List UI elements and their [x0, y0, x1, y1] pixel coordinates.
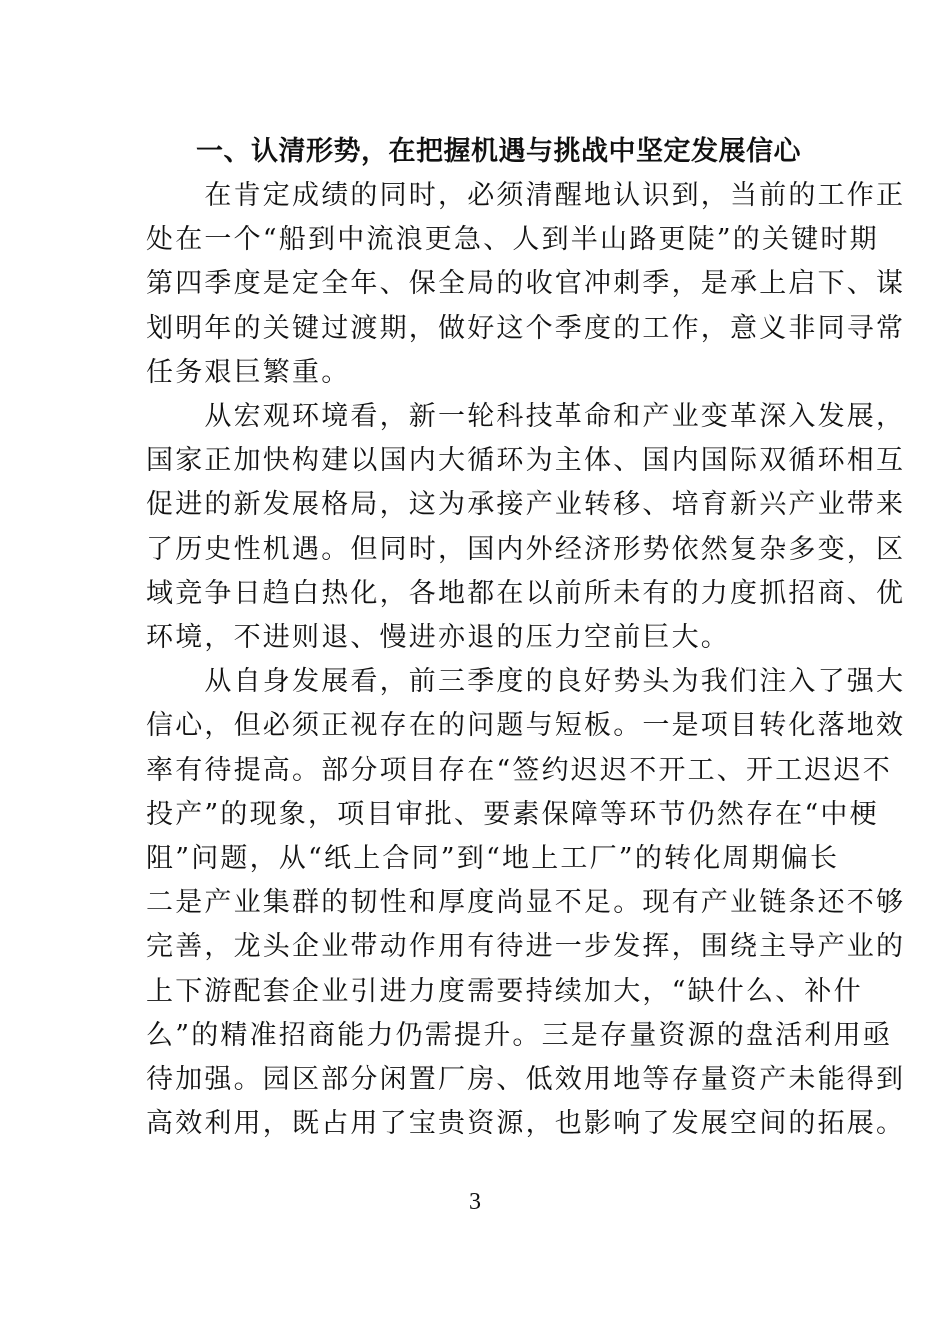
body-line: 促进的新发展格局，这为承接产业转移、培育新兴产业带来	[146, 489, 906, 521]
body-line: 第四季度是定全年、保全局的收官冲刺季，是承上启下、谋	[146, 268, 906, 300]
body-line: 任务艰巨繁重。	[146, 356, 351, 388]
body-line: 信心，但必须正视存在的问题与短板。一是项目转化落地效	[146, 710, 906, 742]
body-line: 在肯定成绩的同时，必须清醒地认识到，当前的工作正	[146, 180, 906, 211]
body-line: 划明年的关键过渡期，做好这个季度的工作，意义非同寻常	[146, 312, 906, 344]
body-line: 阻”问题，从“纸上合同”到“地上工厂”的转化周期偏长	[146, 843, 840, 874]
body-line: 从自身发展看，前三季度的良好势头为我们注入了强大	[146, 666, 906, 698]
section-heading: 一、认清形势，在把握机遇与挑战中坚定发展信心	[196, 136, 801, 167]
body-line: 处在一个“船到中流浪更急、人到半山路更陡”的关键时期	[146, 224, 879, 256]
body-line: 率有待提高。部分项目存在“签约迟迟不开工、开工迟迟不	[146, 754, 893, 786]
body-line: 投产”的现象，项目审批、要素保障等环节仍然存在“中梗	[146, 798, 879, 830]
body-line: 二是产业集群的韧性和厚度尚显不足。现有产业链条还不够	[146, 887, 906, 919]
body-line: 从宏观环境看，新一轮科技革命和产业变革深入发展，	[146, 401, 906, 432]
body-line: 域竞争日趋白热化，各地都在以前所未有的力度抓招商、优	[146, 577, 906, 609]
body-line: 了历史性机遇。但同时，国内外经济形势依然复杂多变，区	[146, 533, 906, 565]
body-line: 待加强。园区部分闲置厂房、低效用地等存量资产未能得到	[146, 1064, 906, 1095]
body-line: 上下游配套企业引进力度需要持续加大，“缺什么、补什	[146, 975, 863, 1007]
body-line: 环境，不进则退、慢进亦退的压力空前巨大。	[146, 622, 730, 653]
body-line: 高效利用，既占用了宝贵资源，也影响了发展空间的拓展。	[146, 1108, 906, 1140]
body-line: 国家正加快构建以国内大循环为主体、国内国际双循环相互	[146, 445, 906, 477]
body-line: 完善，龙头企业带动作用有待进一步发挥，围绕主导产业的	[146, 931, 906, 963]
body-line: 么”的精准招商能力仍需提升。三是存量资源的盘活利用亟	[146, 1019, 893, 1051]
page-number: 3	[469, 1189, 481, 1215]
